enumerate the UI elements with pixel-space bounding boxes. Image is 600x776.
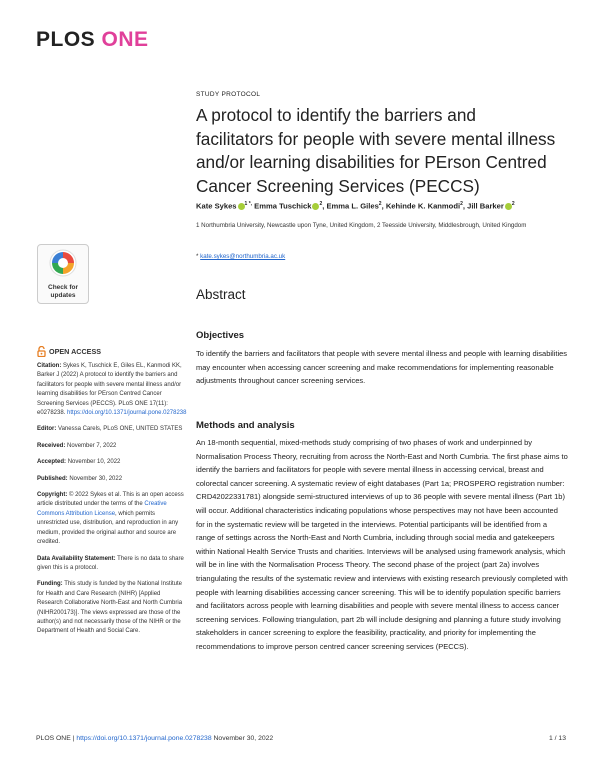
abstract-heading: Abstract xyxy=(196,287,246,302)
author-affil-marker: 2 xyxy=(319,201,323,207)
affiliations: 1 Northumbria University, Newcastle upon Tyne, United Kingdom, 2 Teesside University, Middlesbrough, United Kingdom xyxy=(196,222,527,229)
published-date: Published: November 30, 2022 xyxy=(37,475,123,482)
check-updates-icon xyxy=(49,249,77,277)
author-affil-marker: 2 xyxy=(460,201,463,207)
author-affil-marker: 2 xyxy=(511,201,515,207)
article-type: STUDY PROTOCOL xyxy=(196,91,261,98)
author-list: Kate Sykes $^{1 *,}$ Emma Tuschick $^2$, Emma L. Giles$^2$, Kehinde K. Kanmodi$^2$, Jill Barker $^2$ xyxy=(196,201,515,211)
author-name[interactable]: Kate Sykes xyxy=(196,201,237,211)
open-lock-icon xyxy=(37,346,46,357)
methods-text: An 18-month sequential, mixed-methods study comprising of two phases of work and underpinned by Normalisation Process Theory, recruiting from across the North-East and North Cumbria. The first phase aims to identify the barriers and facilitators for people with severe mental illness in accessing cervical, breast and colorectal cancer screening. A systematic review of eight databases (Part 1a; PROSPERO registration number: CRD42022331781) alongside semi-structured interviews of up to 36 people with severe mental illness (Part 1b) will occur. Additional characteristics indicating populations whose perspectives may not have been accounted for in the systematic review will be targeted in the interviews. Potential participants will be identified from a range of settings across the North-East and North Cumbria, including through social media and gatekeepers within National Health Service Trusts and charities. Interviews will be analysed using framework analysis, which will be in line with the Normalisation Process Theory. The second phase of the project (part 2a) involves triangulating the results of the systematic review and interviews with existing research previously completed with people with learning disabilities accessing cancer screening. This will be to identify population specific barriers and facilitators across people with learning disabilities and people with severe mental illness to access cancer screening services. Following triangulation, part 2b will include designing and planning a future study involving stakeholders in cancer screening to explore the feasibility, practicality, and priority for implementing the recommendations to improve person centred cancer screening services (PECCS). xyxy=(196,438,568,651)
methods-heading: Methods and analysis xyxy=(196,420,295,431)
footer-doi-link[interactable]: https://doi.org/10.1371/journal.pone.0278238 xyxy=(76,735,212,742)
objectives-heading: Objectives xyxy=(196,330,245,341)
data-availability: Data Availability Statement: There is no data to share given this is a protocol. xyxy=(37,555,184,571)
badge-line1: Check for xyxy=(48,284,78,291)
journal-logo: PLOS ONE xyxy=(36,28,149,51)
author-name[interactable]: Emma Tuschick xyxy=(254,201,312,211)
objectives-text: To identify the barriers and facilitators that people with severe mental illness and people with learning disabilities may encounter when accessing cancer screening and make recommendations for implementing reasonable adjustments throughout cancer screening services. xyxy=(196,349,568,386)
citation: Citation: Sykes K, Tuschick E, Giles EL, Kanmodi KK, Barker J (2022) A protocol to identify the barriers and facilitators for people with severe mental illness and/or learning disabilities for PErson Centred Cancer Screening Services (PECCS). PLoS ONE 17(11): e0278238. https://doi.org/10.1371/journal.pone.0278238 xyxy=(37,363,187,417)
editor: Editor: Vanessa Carels, PLoS ONE, UNITED STATES xyxy=(37,426,183,433)
copyright: Copyright: © 2022 Sykes et al. This is an open access article distributed under the terms of the Creative Commons Attribution License, which permits unrestricted use, distribution, and reproduction in any medium, provided the original author and source are credited. xyxy=(37,492,184,546)
author-name[interactable]: Jill Barker xyxy=(467,201,504,211)
funding: Funding: This study is funded by the National Institute for Health and Care Research (NIHR) [Applied Research Collaborative North-East and North Cumbria (NIHR200173)]. The views expressed are those of the author(s) and not necessarily those of the NIHR or the Department of Health and Social Care. xyxy=(37,581,183,635)
article-title: A protocol to identify the barriers and facilitators for people with severe mental illness and/or learning disabilities for PErson Centred Cancer Screening Services (PECCS) xyxy=(196,105,556,196)
citation-doi-link[interactable]: https://doi.org/10.1371/journal.pone.0278238 xyxy=(67,410,187,417)
check-for-updates-badge[interactable] xyxy=(37,244,89,304)
received-date: Received: November 7, 2022 xyxy=(37,442,117,449)
footer-journal: PLOS ONE xyxy=(36,735,71,742)
orcid-icon[interactable] xyxy=(238,203,245,210)
orcid-icon[interactable] xyxy=(505,203,512,210)
page-footer: PLOS ONE | https://doi.org/10.1371/journal.pone.0278238 November 30, 2022 1 / 13 xyxy=(36,735,566,742)
article-info-sidebar xyxy=(37,346,187,644)
accepted-date: Accepted: November 10, 2022 xyxy=(37,459,121,466)
author-name[interactable]: Kehinde K. Kanmodi xyxy=(385,201,461,211)
author-affil-marker: 1 *, xyxy=(244,201,253,207)
author-affil-marker: 2 xyxy=(378,201,382,207)
email-link[interactable]: kate.sykes@northumbria.ac.uk xyxy=(200,253,286,260)
corresponding-email: * kate.sykes@northumbria.ac.uk xyxy=(196,253,286,260)
badge-line2: updates xyxy=(50,291,76,299)
open-access-label: OPEN ACCESS xyxy=(37,346,187,357)
footer-date: November 30, 2022 xyxy=(213,735,274,742)
author-name[interactable]: Emma L. Giles xyxy=(326,201,379,211)
license-link[interactable]: Creative Commons Attribution License xyxy=(37,501,167,517)
page-number: 1 / 13 xyxy=(548,735,566,742)
